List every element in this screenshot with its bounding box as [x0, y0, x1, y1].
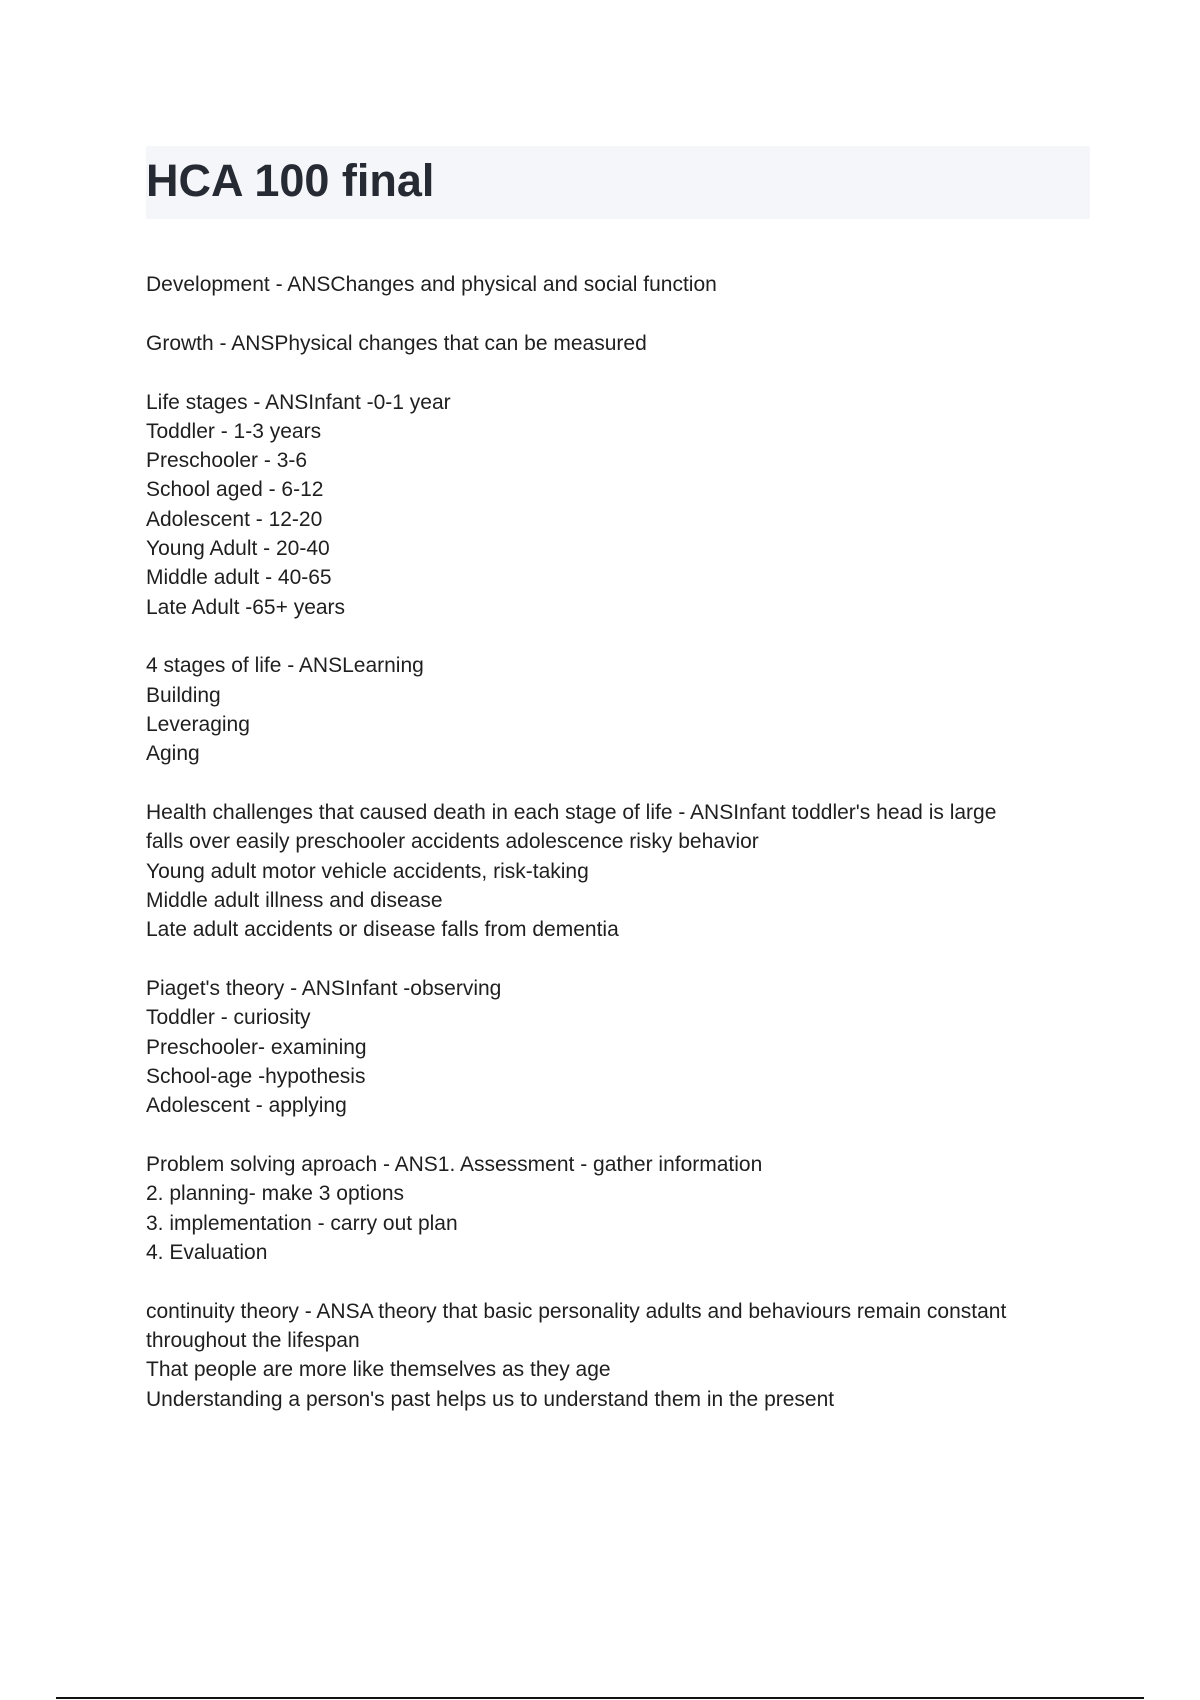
qa-line: Preschooler - 3-6: [146, 449, 308, 473]
qa-line: 3. implementation - carry out plan: [146, 1211, 458, 1235]
page-title: HCA 100 final: [146, 155, 435, 206]
qa-line: Piaget's theory - ANSInfant -observing: [146, 977, 502, 1001]
qa-line: 4 stages of life - ANSLearning: [146, 654, 424, 678]
qa-line: Toddler - curiosity: [146, 1006, 311, 1030]
qa-line: Adolescent - applying: [146, 1094, 347, 1118]
qa-line: Life stages - ANSInfant -0-1 year: [146, 390, 451, 414]
qa-line: 2. planning- make 3 options: [146, 1182, 404, 1206]
qa-entry: [146, 1150, 1090, 1267]
qa-line: Adolescent - 12-20: [146, 507, 323, 531]
qa-line: Problem solving aproach - ANS1. Assessment - gather information: [146, 1153, 763, 1177]
title-banner: [146, 146, 1090, 219]
qa-line: falls over easily preschooler accidents adolescence risky behavior: [146, 830, 759, 854]
qa-line: Health challenges that caused death in each stage of life - ANSInfant toddler's head is large: [146, 801, 997, 825]
qa-line: Middle adult illness and disease: [146, 889, 443, 913]
qa-line: Late Adult -65+ years: [146, 595, 346, 619]
qa-line: School aged - 6-12: [146, 478, 324, 502]
qa-line: Leveraging: [146, 713, 250, 737]
qa-line: continuity theory - ANSA theory that basic personality adults and behaviours remain constant: [146, 1299, 1007, 1323]
qa-line: Growth - ANSPhysical changes that can be measured: [146, 331, 647, 355]
qa-line: Late adult accidents or disease falls from dementia: [146, 918, 619, 942]
qa-line: Understanding a person's past helps us to understand them in the present: [146, 1387, 835, 1411]
footer-divider: [56, 1697, 1144, 1699]
qa-line: Toddler - 1-3 years: [146, 419, 322, 443]
qa-line: School-age -hypothesis: [146, 1065, 366, 1089]
qa-line: Preschooler- examining: [146, 1035, 367, 1059]
qa-line: Young adult motor vehicle accidents, risk-taking: [146, 859, 589, 883]
qa-line: That people are more like themselves as they age: [146, 1358, 611, 1382]
qa-line: 4. Evaluation: [146, 1241, 268, 1265]
qa-line: Middle adult - 40-65: [146, 566, 332, 590]
qa-entry: [146, 270, 1090, 299]
qa-line: throughout the lifespan: [146, 1329, 360, 1353]
qa-entry: [146, 974, 1090, 1120]
qa-line: Development - ANSChanges and physical and social function: [146, 273, 717, 296]
qa-line: Aging: [146, 742, 200, 766]
qa-list: [146, 270, 1090, 1444]
qa-entry: [146, 651, 1090, 768]
qa-line: Building: [146, 683, 221, 707]
qa-entry: [146, 388, 1090, 622]
qa-line: Young Adult - 20-40: [146, 537, 330, 561]
qa-entry: [146, 1297, 1090, 1414]
qa-entry: [146, 798, 1090, 944]
qa-entry: [146, 329, 1090, 358]
